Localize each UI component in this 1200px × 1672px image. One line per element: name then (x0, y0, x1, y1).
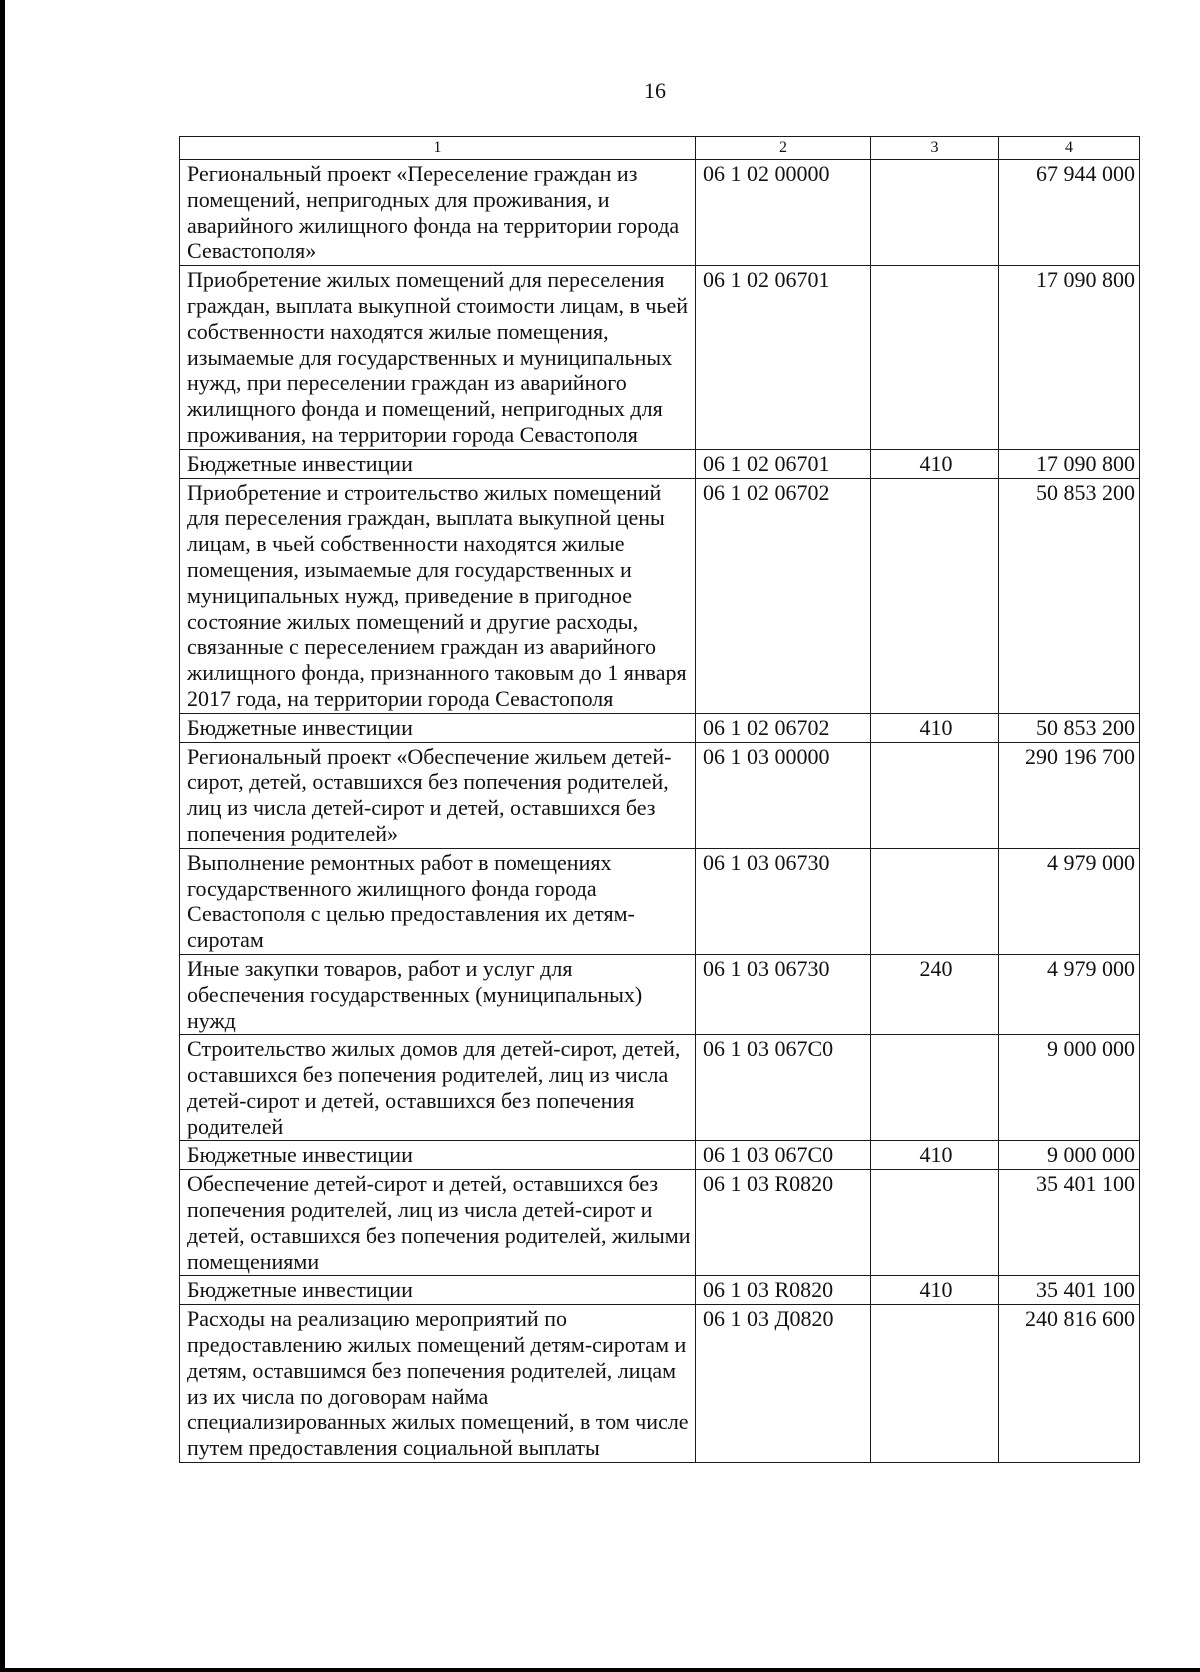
row-amount: 35 401 100 (999, 1170, 1140, 1276)
row-name: Региональный проект «Обеспечение жильем детей-сирот, детей, оставшихся без попечения родителей, лиц из числа детей-сирот и детей, оставшихся без попечения родителей» (180, 742, 696, 848)
row-type: 410 (871, 449, 999, 478)
scan-bottom-edge (0, 1668, 1200, 1672)
row-amount: 4 979 000 (999, 954, 1140, 1034)
column-header-2: 2 (696, 137, 871, 160)
row-amount: 9 000 000 (999, 1141, 1140, 1170)
row-type: 410 (871, 713, 999, 742)
row-type: 410 (871, 1141, 999, 1170)
row-name: Расходы на реализацию мероприятий по предоставлению жилых помещений детям-сиротам и детям, оставшимся без попечения родителей, лицам из их числа по договорам найма специализированных жилых помещений, в том числе путем предоставления социальной выплаты (180, 1305, 696, 1463)
row-amount: 9 000 000 (999, 1035, 1140, 1141)
row-type (871, 848, 999, 954)
table-row (180, 742, 1140, 848)
row-type: 410 (871, 1276, 999, 1305)
row-type (871, 266, 999, 450)
row-name: Выполнение ремонтных работ в помещениях государственного жилищного фонда города Севастополя с целью предоставления их детям-сиротам (180, 848, 696, 954)
table-row (180, 449, 1140, 478)
table-row (180, 713, 1140, 742)
row-type (871, 478, 999, 713)
row-amount: 35 401 100 (999, 1276, 1140, 1305)
row-type: 240 (871, 954, 999, 1034)
table-row (180, 1170, 1140, 1276)
row-code: 06 1 02 06701 (696, 266, 871, 450)
row-amount: 290 196 700 (999, 742, 1140, 848)
row-code: 06 1 03 06730 (696, 954, 871, 1034)
row-name: Бюджетные инвестиции (180, 713, 696, 742)
table-row (180, 1305, 1140, 1463)
table-row (180, 160, 1140, 266)
table-row (180, 954, 1140, 1034)
row-amount: 17 090 800 (999, 449, 1140, 478)
row-amount: 17 090 800 (999, 266, 1140, 450)
column-header-4: 4 (999, 137, 1140, 160)
row-code: 06 1 02 06701 (696, 449, 871, 478)
row-name: Региональный проект «Переселение граждан из помещений, непригодных для проживания, и аварийного жилищного фонда на территории города Севастополя» (180, 160, 696, 266)
scan-left-edge (0, 0, 5, 1672)
table-row (180, 1141, 1140, 1170)
row-code: 06 1 03 067С0 (696, 1035, 871, 1141)
row-code: 06 1 03 Д0820 (696, 1305, 871, 1463)
page-number: 16 (644, 78, 666, 103)
row-code: 06 1 03 00000 (696, 742, 871, 848)
row-code: 06 1 03 R0820 (696, 1170, 871, 1276)
row-code: 06 1 02 00000 (696, 160, 871, 266)
row-amount: 67 944 000 (999, 160, 1140, 266)
row-type (871, 1305, 999, 1463)
row-name: Приобретение и строительство жилых помещений для переселения граждан, выплата выкупной цены лицам, в чьей собственности находятся жилые помещения, изымаемые для государственных и муниципальных нужд, приведение в пригодное состояние жилых помещений и другие расходы, связанные с переселением граждан из аварийного жилищного фонда, признанного таковым до 1 января 2017 года, на территории города Севастополя (180, 478, 696, 713)
row-code: 06 1 03 06730 (696, 848, 871, 954)
row-name: Бюджетные инвестиции (180, 1276, 696, 1305)
row-name: Иные закупки товаров, работ и услуг для обеспечения государственных (муниципальных) нужд (180, 954, 696, 1034)
row-type (871, 1170, 999, 1276)
row-amount: 4 979 000 (999, 848, 1140, 954)
table-row (180, 1276, 1140, 1305)
row-code: 06 1 02 06702 (696, 713, 871, 742)
row-name: Строительство жилых домов для детей-сирот, детей, оставшихся без попечения родителей, лиц из числа детей-сирот и детей, оставшихся без попечения родителей (180, 1035, 696, 1141)
table-row (180, 266, 1140, 450)
row-type (871, 160, 999, 266)
row-name: Бюджетные инвестиции (180, 449, 696, 478)
row-name: Обеспечение детей-сирот и детей, оставшихся без попечения родителей, лиц из числа детей-сирот и детей, оставшихся без попечения родителей, жилыми помещениями (180, 1170, 696, 1276)
row-name: Бюджетные инвестиции (180, 1141, 696, 1170)
table-row (180, 478, 1140, 713)
table-header-row (180, 137, 1140, 160)
column-header-1: 1 (180, 137, 696, 160)
row-amount: 50 853 200 (999, 478, 1140, 713)
row-type (871, 742, 999, 848)
row-code: 06 1 03 067С0 (696, 1141, 871, 1170)
row-name: Приобретение жилых помещений для переселения граждан, выплата выкупной стоимости лицам, в чьей собственности находятся жилые помещения, изымаемые для государственных и муниципальных нужд, при переселении граждан из аварийного жилищного фонда и помещений, непригодных для проживания, на территории города Севастополя (180, 266, 696, 450)
table-row (180, 1035, 1140, 1141)
row-code: 06 1 03 R0820 (696, 1276, 871, 1305)
row-amount: 50 853 200 (999, 713, 1140, 742)
column-header-3: 3 (871, 137, 999, 160)
row-code: 06 1 02 06702 (696, 478, 871, 713)
budget-table (179, 136, 1140, 1463)
row-type (871, 1035, 999, 1141)
row-amount: 240 816 600 (999, 1305, 1140, 1463)
table-row (180, 848, 1140, 954)
